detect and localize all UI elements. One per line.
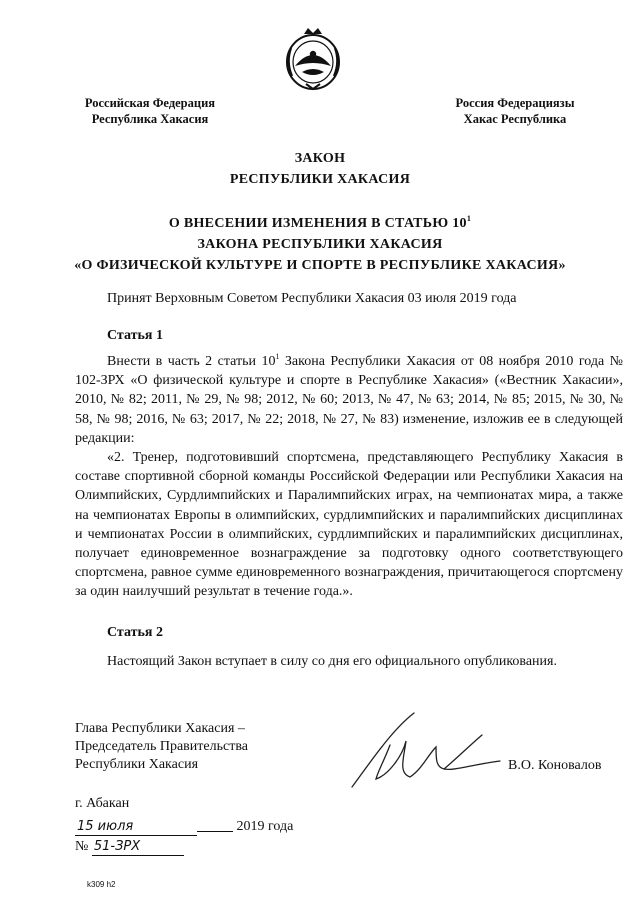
law-subject <box>0 213 640 276</box>
signatory-title-line3: Республики Хакасия <box>75 757 199 772</box>
article1-paragraph1-rest: Закона Республики Хакасия от 08 ноября 2010 года № 102-ЗРХ «О физической культуре и спорте в Республике Хакасия» («Вестник Хакасии», 2010, № 82; 2011, № 29, № 98; 2012, № 60; 2013, № 47, № 63; 2014, № 85; 2015, № 30, № 58, № 98; 2016, № 63; 2017, № 22; 2018, № 27, № 83) изменение, изложив ее в следующей редакции: <box>75 354 623 446</box>
law-subject-line2: ЗАКОНА РЕСПУБЛИКИ ХАКАСИЯ <box>197 237 443 252</box>
signing-place: г. Абакан <box>75 796 130 811</box>
date-underline <box>197 817 233 832</box>
signing-date <box>75 817 293 836</box>
signatory-title-line2: Председатель Правительства <box>75 739 248 754</box>
law-subject-superscript: 1 <box>466 214 472 223</box>
header-left <box>55 95 245 127</box>
signatory-title-line1: Глава Республики Хакасия – <box>75 721 245 736</box>
handwritten-date: 15 июля <box>75 819 197 836</box>
header-left-republic: Республика Хакасия <box>91 112 209 126</box>
article1-paragraph1 <box>75 352 623 448</box>
article2-heading: Статья 2 <box>107 625 163 640</box>
header-right-country: Россия Федерациязы <box>455 96 575 110</box>
article1-paragraph1-start: Внести в часть 2 статьи 10 <box>107 354 276 369</box>
law-title <box>0 148 640 190</box>
handwritten-signature <box>332 705 502 795</box>
law-title-line1: ЗАКОН <box>294 151 346 166</box>
article1-paragraph2: «2. Тренер, подготовивший спортсмена, представляющего Республику Хакасия в составе спортивной сборной команды Российской Федерации или Республики Хакасия на Олимпийских, Сурдлимпийских и Паралимпийских играх, на чемпионатах мира, а также на чемпионатах Европы в олимпийских, сурдлимпийских и паралимпийских дисциплинах и чемпионатах России в олимпийских, сурдлимпийских и паралимпийских дисциплинах, получает единовременное вознаграждение за подготовку одного соответствующего спортсмена, равное сумме единовременного вознаграждения, причитающегося спортсмену за один наилучший результат в течение года.». <box>75 450 623 600</box>
law-number-prefix: № <box>75 839 89 854</box>
article1-body <box>75 352 623 602</box>
header-left-country: Российская Федерация <box>84 96 216 110</box>
handwritten-law-number: 51-ЗРХ <box>92 839 184 856</box>
header-right-republic: Хакас Республика <box>463 112 567 126</box>
document-code: k309 h2 <box>87 880 116 889</box>
article2-paragraph1: Настоящий Закон вступает в силу со дня его официального опубликования. <box>107 654 557 669</box>
signer-name: В.О. Коновалов <box>508 758 602 773</box>
adoption-note: Принят Верховным Советом Республики Хакасия 03 июля 2019 года <box>107 291 517 306</box>
header-right <box>420 95 610 127</box>
article1-heading: Статья 1 <box>107 328 163 343</box>
article2-body <box>75 652 623 671</box>
law-title-line2: РЕСПУБЛИКИ ХАКАСИЯ <box>229 172 411 187</box>
law-subject-line1 <box>0 213 640 234</box>
law-number <box>75 838 184 856</box>
signatory-title <box>75 720 248 774</box>
date-year: 2019 года <box>236 819 294 834</box>
article1-superscript: 1 <box>275 352 280 361</box>
coat-of-arms-emblem <box>282 26 344 92</box>
law-subject-line1-text: О ВНЕСЕНИИ ИЗМЕНЕНИЯ В СТАТЬЮ 10 <box>168 216 467 231</box>
law-subject-line3: «О ФИЗИЧЕСКОЙ КУЛЬТУРЕ И СПОРТЕ В РЕСПУБЛИКЕ ХАКАСИЯ» <box>74 258 566 273</box>
